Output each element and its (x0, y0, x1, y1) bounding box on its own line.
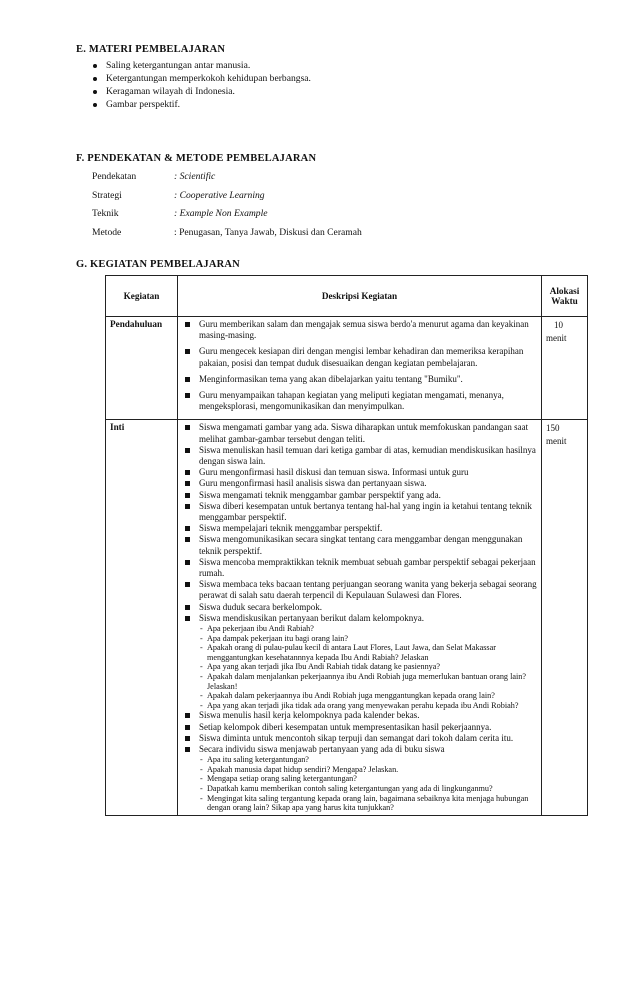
list-item: Guru mengonfirmasi hasil diskusi dan temuan siswa. Informasi untuk guru (182, 467, 537, 478)
list-item: Siswa mengomunikasikan secara singkat tentang cara menggambar dengan menggunakan teknik perspektif. (182, 534, 537, 556)
question-item: - Apa dampak pekerjaan itu bagi orang lain? (199, 634, 537, 644)
activities-table (105, 275, 588, 816)
list-item: Keragaman wilayah di Indonesia. (92, 85, 311, 98)
list-item: Siswa menuliskan hasil temuan dari ketiga gambar di atas, kemudian mendiskusikan hasilnya dengan siswa lain. (182, 445, 537, 467)
question-item: - Apakah dalam menjalankan pekerjaannya ibu Andi Robiah juga memerlukan bantuan orang lain? Jelaskan! (199, 672, 537, 691)
list-item: Ketergantungan memperkokoh kehidupan berbangsa. (92, 72, 311, 85)
question-item: - Apa yang akan terjadi jika Ibu Andi Rabiah tidak datang ke pasiennya? (199, 662, 537, 672)
question-item: - Apa pekerjaan ibu Andi Rabiah? (199, 624, 537, 634)
materi-list (92, 59, 311, 111)
pendahuluan-list (182, 319, 537, 412)
strategy-label: Strategi (92, 189, 122, 201)
list-item: Setiap kelompok diberi kesempatan untuk mempresentasikan hasil pekerjaannya. (182, 722, 537, 733)
pendahuluan-time (542, 317, 588, 420)
list-item: Guru mengonfirmasi hasil analisis siswa dan pertanyaan siswa. (182, 478, 537, 489)
list-item (182, 613, 537, 711)
approach-label: Pendekatan (92, 171, 137, 182)
discussion-intro: Siswa mendiskusikan pertanyaan berikut dalam kelompoknya. (199, 612, 424, 623)
list-item: Menginformasikan tema yang akan dibelajarkan yaitu tentang "Bumiku". (182, 374, 537, 385)
time-value: 150 (546, 423, 560, 434)
technique-value: : Example Non Example (174, 208, 268, 219)
list-item: Guru mengecek kesiapan diri dengan mengisi lembar kehadiran dan memeriksa kerapihan pakaian, posisi dan tempat duduk disesuaikan dengan kegiatan pembelajaran. (182, 346, 537, 368)
table-row (106, 317, 588, 420)
approach-value: : Scientific (174, 171, 216, 182)
method-table (92, 171, 512, 245)
section-g-heading: G. KEGIATAN PEMBELAJARAN (76, 259, 240, 270)
time-unit: menit (546, 436, 567, 447)
method-label: Metode (92, 226, 122, 238)
phase-pendahuluan: Pendahuluan (106, 317, 178, 420)
strategy-value: : Cooperative Learning (174, 189, 265, 201)
list-item: Siswa menulis hasil kerja kelompoknya pada kalender bekas. (182, 710, 537, 721)
discussion-questions (199, 624, 537, 710)
pendahuluan-description (178, 317, 542, 420)
list-item: Gambar perspektif. (92, 98, 311, 111)
section-e-heading: E. MATERI PEMBELAJARAN (76, 44, 226, 55)
phase-inti: Inti (106, 420, 178, 815)
approach-row (92, 171, 512, 190)
inti-description (178, 420, 542, 815)
section-f-heading: F. PENDEKATAN & METODE PEMBELAJARAN (76, 153, 317, 164)
question-item: - Apakah manusia dapat hidup sendiri? Mengapa? Jelaskan. (199, 765, 537, 775)
list-item: Siswa duduk secara berkelompok. (182, 602, 537, 613)
individual-intro: Secara individu siswa menjawab pertanyaan yang ada di buku siswa (199, 744, 445, 755)
question-item: - Apa yang akan terjadi jika tidak ada orang yang menyewakan perahu kepada ibu Andi Robiah? (199, 701, 537, 711)
technique-label: Teknik (92, 208, 119, 219)
method-value: : Penugasan, Tanya Jawab, Diskusi dan Ceramah (174, 226, 362, 238)
question-item: - Apa itu saling ketergantungan? (199, 755, 537, 765)
question-item: - Apakah orang di pulau-pulau kecil di antara Laut Flores, Laut Jawa, dan Selat Makassar menggantungkan kesehatannnya kepada Ibu Andi Rabiah? Jelaskan (199, 643, 537, 662)
header-deskripsi: Deskripsi Kegiatan (178, 276, 542, 317)
list-item: Siswa membaca teks bacaan tentang perjuangan seorang wanita yang bekerja sebagai seorang perawat di salah satu daerah terpencil di Kepulauan Sulawesi dan Flores. (182, 579, 537, 601)
method-row (92, 227, 512, 246)
list-item: Siswa mengamati gambar yang ada. Siswa diharapkan untuk memfokuskan pandangan saat melihat gambar-gambar tersebut dengan teliti. (182, 422, 537, 444)
individual-questions (199, 755, 537, 813)
table-header-row (106, 276, 588, 317)
list-item (182, 744, 537, 813)
table-row (106, 420, 588, 815)
strategy-row (92, 190, 512, 209)
time-unit: menit (546, 333, 567, 343)
time-value: 10 (554, 320, 563, 330)
question-item: - Apakah dalam pekerjaannya ibu Andi Robiah juga menggantungkan kepada orang lain? (199, 691, 537, 701)
list-item: Guru menyampaikan tahapan kegiatan yang meliputi kegiatan mengamati, menanya, mengeksplorasi, mengomunikasikan dan menyimpulkan. (182, 390, 537, 412)
list-item: Siswa diberi kesempatan untuk bertanya tentang hal-hal yang ingin ia ketahui tentang teknik menggambar perspektif. (182, 501, 537, 523)
list-item: Saling ketergantungan antar manusia. (92, 59, 311, 72)
list-item: Siswa diminta untuk mencontoh sikap terpuji dan semangat dari tokoh dalam cerita itu. (182, 733, 537, 744)
list-item: Siswa mengamati teknik menggambar gambar perspektif yang ada. (182, 490, 537, 501)
technique-row (92, 208, 512, 227)
header-alokasi: Alokasi Waktu (542, 276, 588, 317)
list-item: Guru memberikan salam dan mengajak semua siswa berdo'a menurut agama dan keyakinan masing-masing. (182, 319, 537, 341)
list-item: Siswa mencoba mempraktikkan teknik membuat sebuah gambar perspektif sebagai pekerjaan rumah. (182, 557, 537, 579)
question-item: - Mengapa setiap orang saling ketergantungan? (199, 774, 537, 784)
inti-time (542, 420, 588, 815)
header-kegiatan: Kegiatan (106, 276, 178, 317)
inti-list-a (182, 422, 537, 812)
question-item: - Mengingat kita saling tergantung kepada orang lain, bagaimana sebaiknya kita menjaga hubungan dengan orang lain? Sikap apa yang harus kita tunjukkan? (199, 794, 537, 813)
list-item: Siswa mempelajari teknik menggambar perspektif. (182, 523, 537, 534)
question-item: - Dapatkah kamu memberikan contoh saling ketergantungan yang ada di lingkunganmu? (199, 784, 537, 794)
